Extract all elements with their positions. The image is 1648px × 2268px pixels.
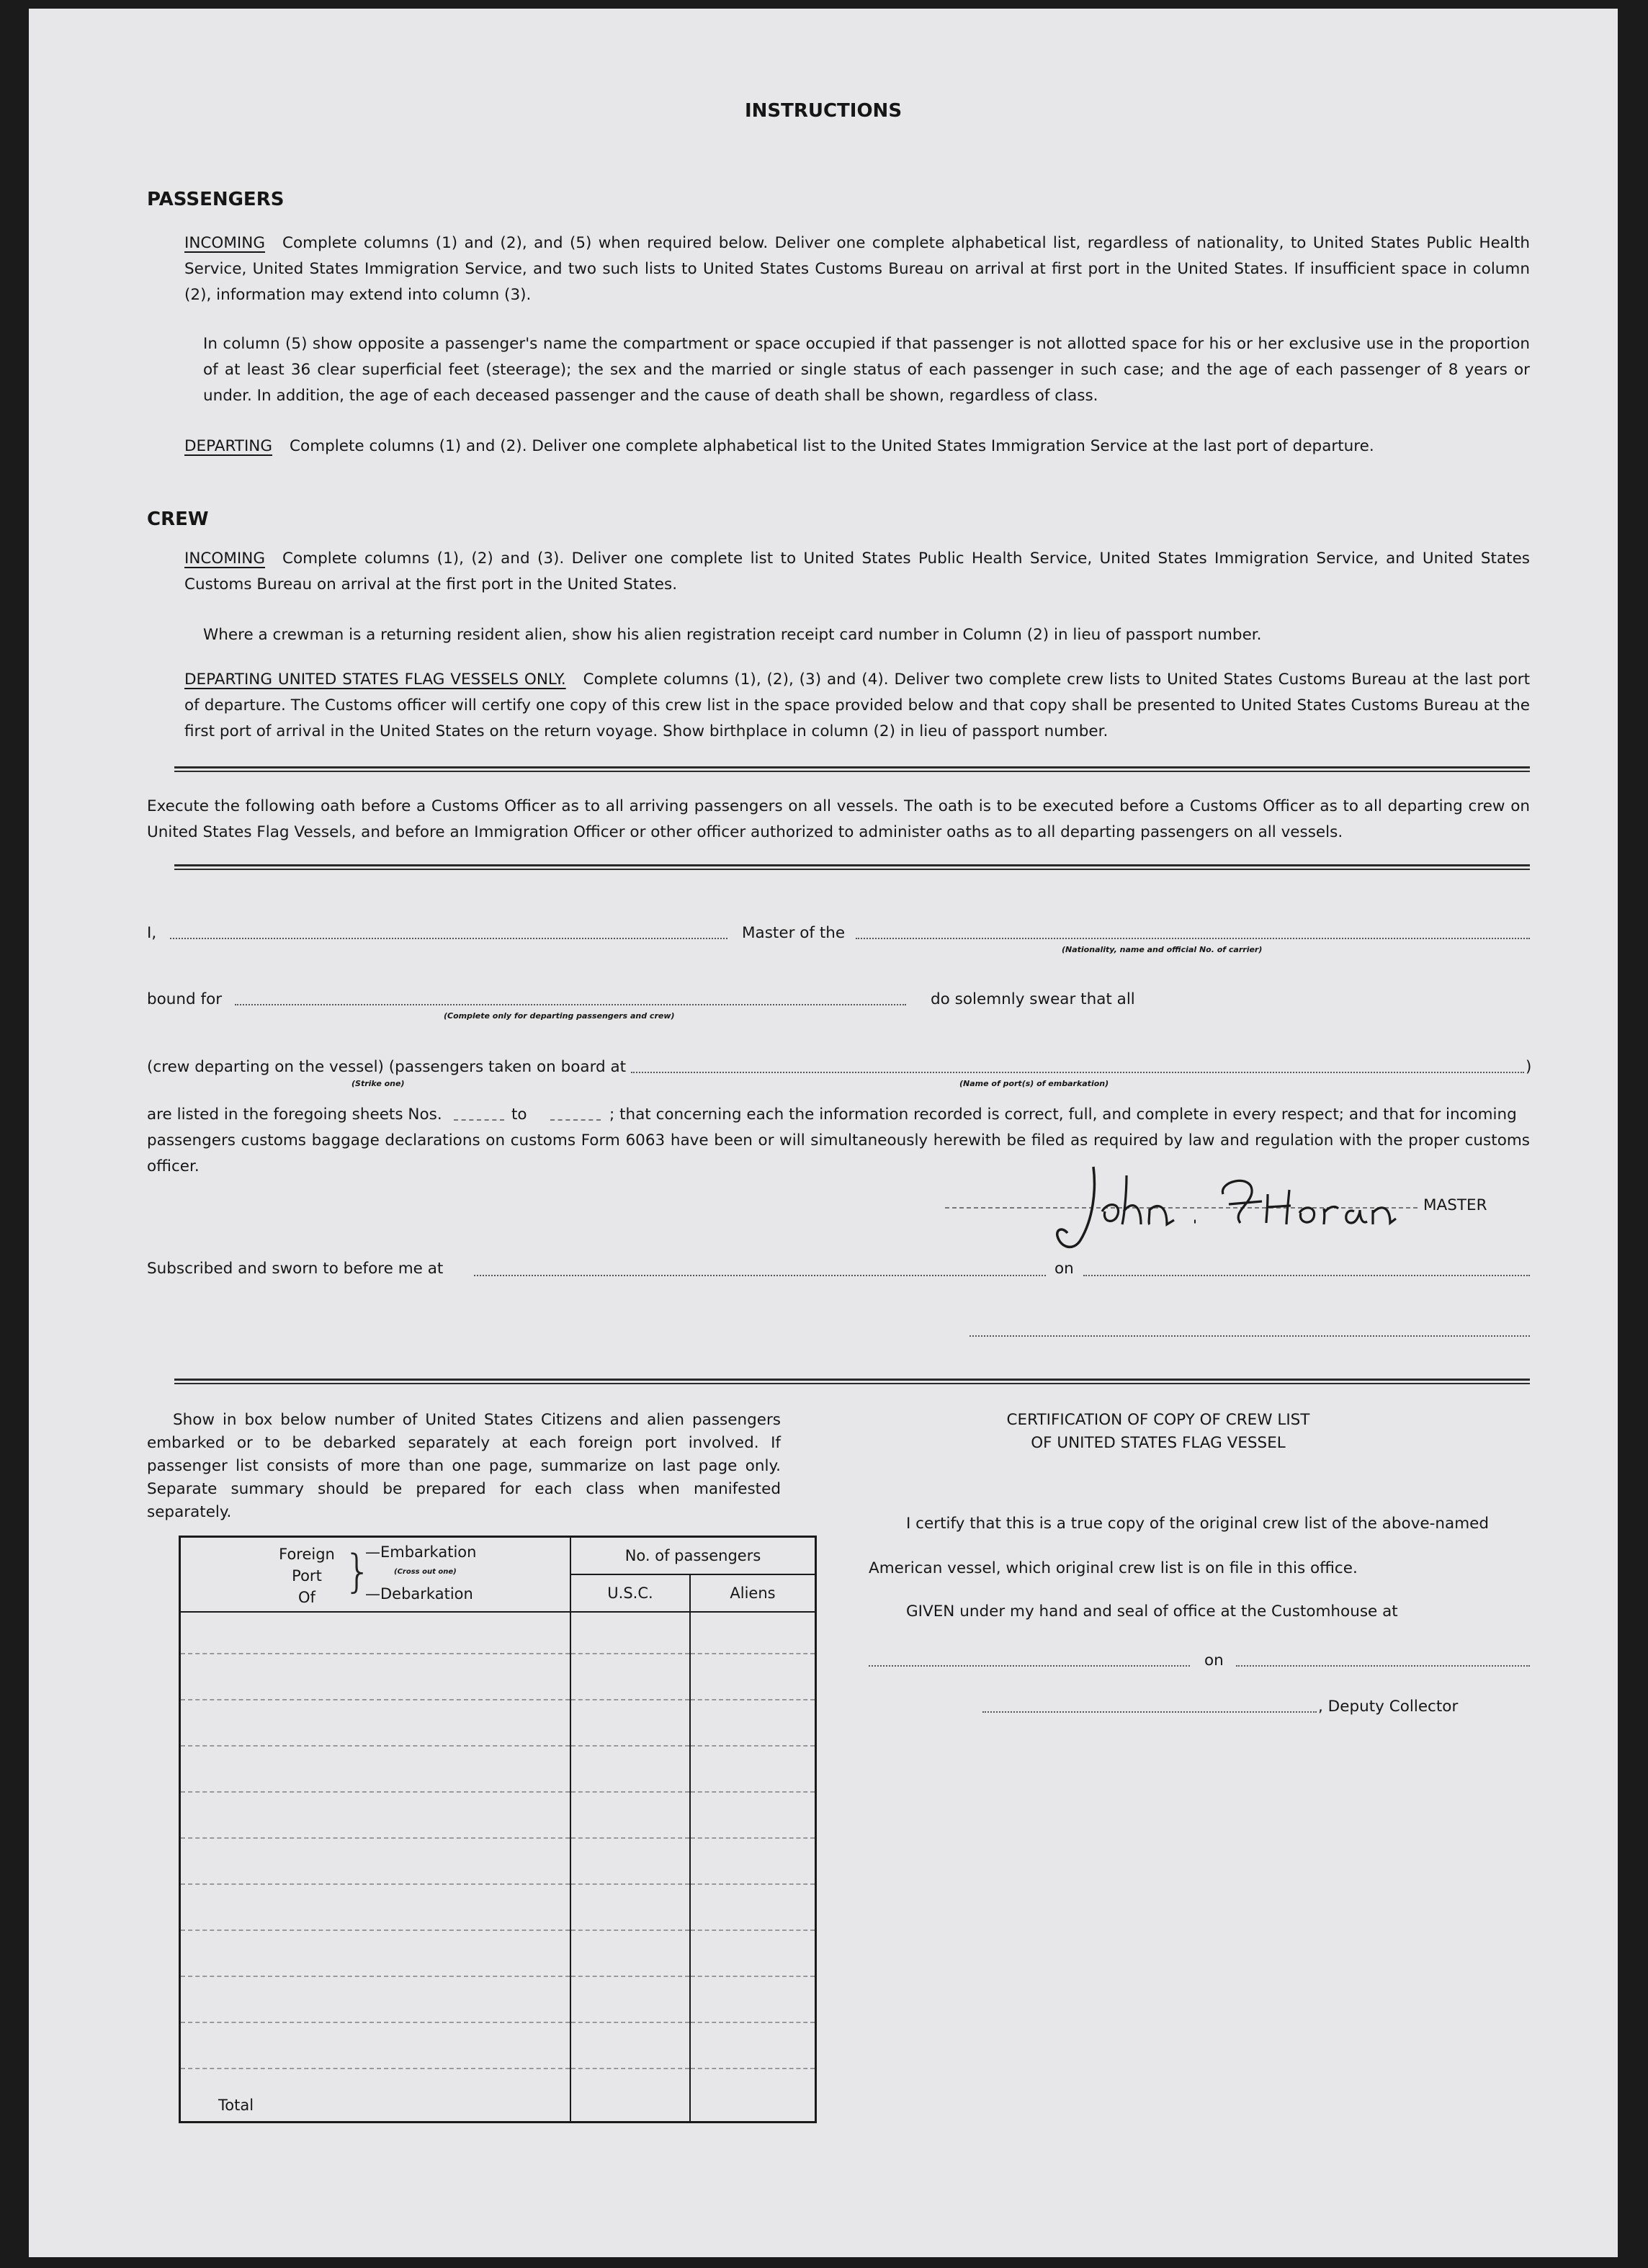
table-row[interactable] <box>180 1930 571 1976</box>
divider-rule <box>174 766 1530 772</box>
table-row[interactable] <box>180 1884 571 1930</box>
passengers-departing-label: DEPARTING <box>184 437 273 455</box>
crew-incoming-label: INCOMING <box>184 550 265 568</box>
debarkation-label[interactable]: —Debarkation <box>365 1585 473 1603</box>
deputy-collector-label: , Deputy Collector <box>1318 1698 1459 1716</box>
sheets-text-1: ; that concerning each the information recorded is correct, full, and complete in every respect; and that for incoming <box>609 1106 1517 1124</box>
form-sheet <box>29 9 1618 2257</box>
passengers-heading: PASSENGERS <box>147 189 285 210</box>
bound-for-label: bound for <box>147 990 223 1008</box>
passengers-incoming-paragraph <box>184 230 1530 308</box>
certification-title-1: CERTIFICATION OF COPY OF CREW LIST <box>1006 1411 1310 1429</box>
aliens-cell[interactable] <box>690 1976 816 2022</box>
ports-note: (Name of port(s) of embarkation) <box>959 1079 1109 1088</box>
sworn-on-label: on <box>1054 1260 1074 1278</box>
crew-departing-text: Complete columns (1), (2), (3) and (4). Deliver two complete crew lists to United States Customs Bureau at the last port of departure. The Customs officer will certify one copy of this crew list in the space provided below and that copy shall be presented to United States Customs Bureau at the first port of arrival in the United States on the return voyage. Show birthplace in column (2) in lieu of passport number. <box>184 671 1530 740</box>
aliens-cell[interactable] <box>690 1792 816 1838</box>
crew-incoming-paragraph <box>184 546 1530 598</box>
passengers-departing-paragraph <box>184 434 1530 460</box>
port-label: Port <box>292 1567 322 1585</box>
foreign-label: Foreign <box>279 1546 335 1563</box>
aliens-cell[interactable] <box>690 1612 816 1654</box>
ports-line[interactable] <box>631 1072 1524 1073</box>
passenger-summary-table <box>179 1536 817 2123</box>
crew-resident-paragraph: Where a crewman is a returning resident alien, show his alien registration receipt card number in Column (2) in lieu of passport number. <box>203 626 1262 644</box>
customhouse-line[interactable] <box>869 1665 1190 1667</box>
table-row[interactable] <box>180 1838 571 1884</box>
usc-cell[interactable] <box>570 1654 690 1700</box>
aliens-header: Aliens <box>690 1574 816 1612</box>
aliens-total-cell[interactable] <box>690 2068 816 2123</box>
aliens-cell[interactable] <box>690 1884 816 1930</box>
usc-cell[interactable] <box>570 1884 690 1930</box>
certification-title <box>857 1409 1459 1455</box>
master-of-label: Master of the <box>742 924 846 942</box>
officer-signature-line[interactable] <box>969 1335 1530 1337</box>
no-passengers-header: No. of passengers <box>570 1537 816 1575</box>
sheets-from-line[interactable] <box>454 1119 504 1121</box>
crew-departing-label: DEPARTING UNITED STATES FLAG VESSELS ONLY. <box>184 671 566 689</box>
sworn-date-line[interactable] <box>1083 1275 1530 1276</box>
passengers-incoming-text: Complete columns (1) and (2), and (5) when required below. Deliver one complete alphabetical list, regardless of nationality, to United States Public Health Service, United States Immigration Service, and two such lists to United States Customs Bureau on arrival at first port in the United States. If insufficient space in column (2), information may extend into column (3). <box>184 234 1530 304</box>
usc-cell[interactable] <box>570 1700 690 1746</box>
signature-image <box>1052 1161 1426 1262</box>
usc-cell[interactable] <box>570 1838 690 1884</box>
deputy-signature-line[interactable] <box>982 1711 1317 1713</box>
usc-header: U.S.C. <box>570 1574 690 1612</box>
subscribed-place-line[interactable] <box>474 1275 1046 1276</box>
aliens-cell[interactable] <box>690 2022 816 2068</box>
aliens-cell[interactable] <box>690 1700 816 1746</box>
table-row[interactable] <box>180 1976 571 2022</box>
to-label: to <box>511 1106 527 1124</box>
certification-line-3: GIVEN under my hand and seal of office at the Customhouse at <box>906 1603 1398 1621</box>
table-row[interactable] <box>180 1654 571 1700</box>
sheets-text-2: passengers customs baggage declarations on customs Form 6063 have been or will simultaneously herewith be filed as required by law and regulation with the proper customs officer. <box>147 1131 1530 1175</box>
certification-title-2: OF UNITED STATES FLAG VESSEL <box>1031 1434 1286 1452</box>
oath-i-label: I, <box>147 924 157 942</box>
table-row[interactable] <box>180 1792 571 1838</box>
close-paren: ) <box>1526 1058 1532 1076</box>
nationality-note: (Nationality, name and official No. of carrier) <box>1062 945 1263 954</box>
swear-label: do solemnly swear that all <box>931 990 1135 1008</box>
total-label: Total <box>180 2068 571 2123</box>
bound-note: (Complete only for departing passengers and crew) <box>444 1011 675 1021</box>
table-row[interactable] <box>180 1746 571 1792</box>
embarkation-label[interactable]: —Embarkation <box>365 1543 477 1561</box>
usc-total-cell[interactable] <box>570 2068 690 2123</box>
oath-intro: Execute the following oath before a Customs Officer as to all arriving passengers on all vessels. The oath is to be executed before a Customs Officer as to all departing crew on United States Flag Vessels, and before an Immigration Officer or other officer authorized to administer oaths as to all departing passengers on all vessels. <box>147 797 1530 841</box>
usc-cell[interactable] <box>570 1792 690 1838</box>
crew-departing-label-line: (crew departing on the vessel) (passengers taken on board at <box>147 1058 627 1076</box>
of-label: Of <box>298 1589 315 1606</box>
certification-line-1: I certify that this is a true copy of the original crew list of the above-named <box>906 1515 1490 1533</box>
brace-icon: } <box>344 1545 372 1597</box>
crew-departing-paragraph <box>184 667 1530 745</box>
passengers-incoming-label: INCOMING <box>184 234 265 252</box>
aliens-cell[interactable] <box>690 1746 816 1792</box>
usc-cell[interactable] <box>570 1976 690 2022</box>
passengers-column5-paragraph: In column (5) show opposite a passenger's name the compartment or space occupied if that passenger is not allotted space for his or her exclusive use in the proportion of at least 36 clear superficial feet (steerage); the sex and the married or single status of each passenger in such case; and the age of each passenger of 8 years or under. In addition, the age of each deceased passenger and the cause of death shall be shown, regardless of class. <box>203 335 1530 405</box>
master-name-line[interactable] <box>170 938 727 939</box>
aliens-cell[interactable] <box>690 1930 816 1976</box>
sheets-label: are listed in the foregoing sheets Nos. <box>147 1106 442 1124</box>
passengers-departing-text: Complete columns (1) and (2). Deliver one complete alphabetical list to the United States Immigration Service at the last port of departure. <box>290 437 1374 455</box>
aliens-cell[interactable] <box>690 1654 816 1700</box>
port-header-cell <box>180 1537 571 1613</box>
master-label: MASTER <box>1423 1196 1487 1214</box>
table-row[interactable] <box>180 1612 571 1654</box>
strike-note: (Strike one) <box>351 1079 405 1088</box>
crew-incoming-text: Complete columns (1), (2) and (3). Deliver one complete list to United States Public Health Service, United States Immigration Service, and United States Customs Bureau on arrival at the first port in the United States. <box>184 550 1530 593</box>
summary-instructions: Show in box below number of United States Citizens and alien passengers embarked or to be debarked separately at each foreign port involved. If passenger list consists of more than one page, summarize on last page only. Separate summary should be prepared for each class when manifested separately. <box>147 1411 781 1521</box>
divider-rule <box>174 1379 1530 1384</box>
aliens-cell[interactable] <box>690 1838 816 1884</box>
usc-cell[interactable] <box>570 1612 690 1654</box>
usc-cell[interactable] <box>570 1930 690 1976</box>
sheets-to-line[interactable] <box>550 1119 601 1121</box>
page-title: INSTRUCTIONS <box>744 100 903 122</box>
foreign-port-of <box>274 1543 339 1608</box>
table-row[interactable] <box>180 1700 571 1746</box>
certification-on-label: on <box>1204 1651 1224 1669</box>
usc-cell[interactable] <box>570 2022 690 2068</box>
subscribed-label: Subscribed and sworn to before me at <box>147 1260 444 1278</box>
cross-out-note: (Cross out one) <box>394 1568 457 1576</box>
carrier-line[interactable] <box>856 938 1530 939</box>
divider-rule <box>174 864 1530 870</box>
certification-line-2: American vessel, which original crew list is on file in this office. <box>869 1559 1358 1577</box>
usc-cell[interactable] <box>570 1746 690 1792</box>
certification-date-line[interactable] <box>1236 1665 1530 1667</box>
bound-for-line[interactable] <box>235 1004 906 1005</box>
table-row[interactable] <box>180 2022 571 2068</box>
crew-heading: CREW <box>147 508 209 530</box>
